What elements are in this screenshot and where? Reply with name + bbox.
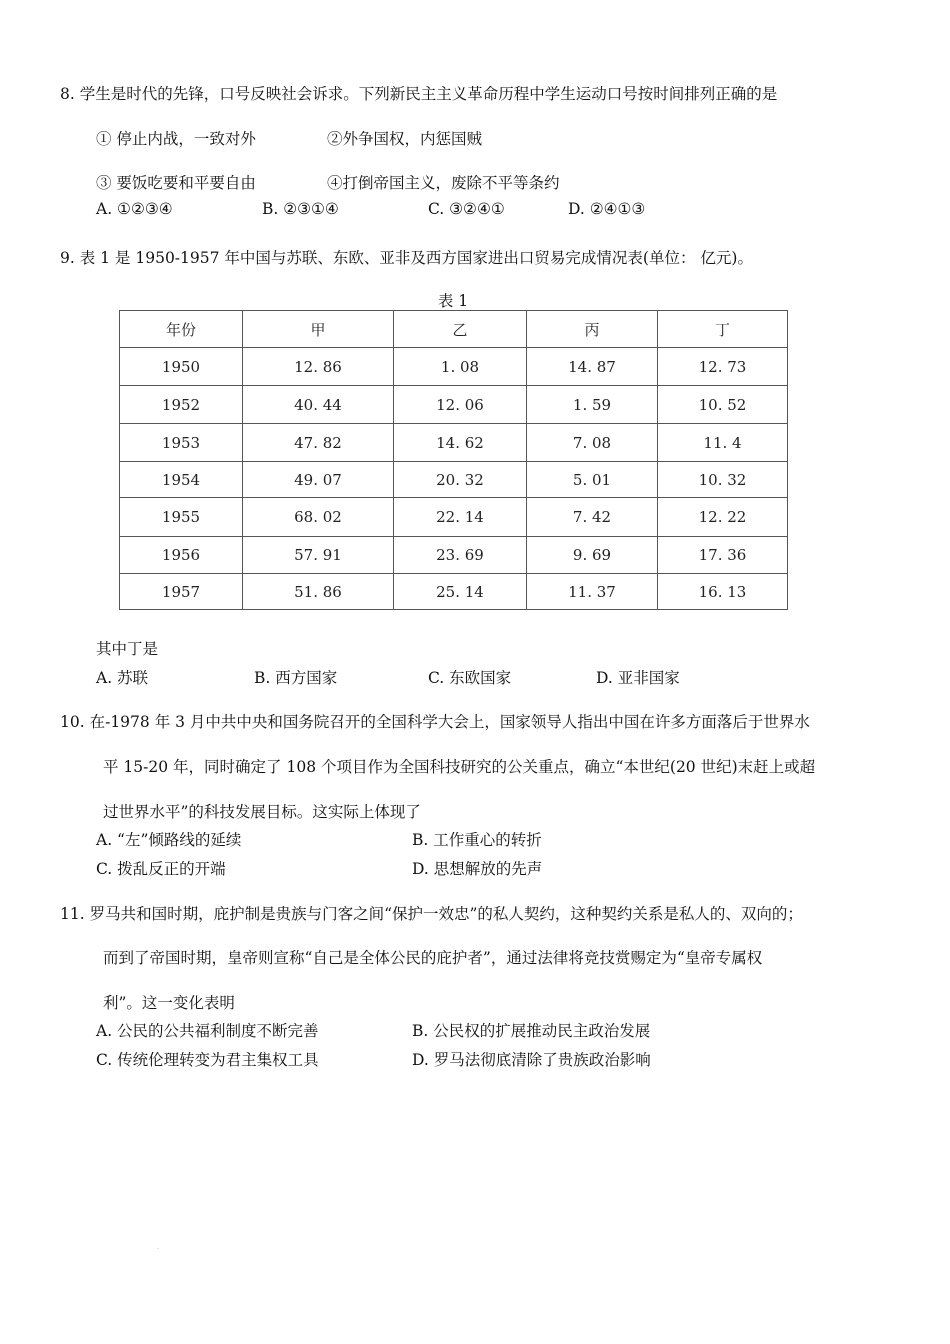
table-cell: 1957: [120, 574, 243, 610]
table-cell: 1. 08: [394, 348, 527, 386]
table-cell: 14. 62: [394, 424, 527, 462]
q8-option-b[interactable]: B. ②③①④: [262, 200, 339, 218]
q8-item-3: ③ 要饭吃要和平要自由: [96, 174, 256, 192]
table-row: [120, 348, 788, 386]
header-cell: 乙: [394, 311, 527, 348]
table-cell: 1954: [120, 462, 243, 498]
q10-option-a[interactable]: A. “左”倾路线的延续: [96, 831, 242, 849]
table-cell: 10. 52: [658, 386, 788, 424]
q9-option-b[interactable]: B. 西方国家: [254, 669, 338, 687]
q10-line-1: 10. 在-1978 年 3 月中共中央和国务院召开的全国科学大会上，国家领导人指出中国在许多方面落后于世界水: [60, 713, 810, 731]
table-cell: 17. 36: [658, 537, 788, 574]
q9-option-c[interactable]: C. 东欧国家: [428, 669, 512, 687]
table-cell: 16. 13: [658, 574, 788, 610]
q9-question: 其中丁是: [96, 640, 159, 658]
table-row: [120, 386, 788, 424]
table-cell: 20. 32: [394, 462, 527, 498]
table-cell: 12. 06: [394, 386, 527, 424]
table-cell: 12. 73: [658, 348, 788, 386]
table-cell: 68. 02: [243, 498, 394, 537]
q11-option-a[interactable]: A. 公民的公共福利制度不断完善: [96, 1022, 319, 1040]
table-cell: 25. 14: [394, 574, 527, 610]
table-cell: 23. 69: [394, 537, 527, 574]
table-cell: 7. 08: [527, 424, 658, 462]
table-cell: 1955: [120, 498, 243, 537]
table-cell: 11. 37: [527, 574, 658, 610]
header-cell: 丁: [658, 311, 788, 348]
table-cell: 1950: [120, 348, 243, 386]
q8-item-4: ④打倒帝国主义，废除不平等条约: [327, 174, 560, 192]
table-cell: 14. 87: [527, 348, 658, 386]
q10-option-d[interactable]: D. 思想解放的先声: [412, 860, 543, 878]
q8-item-1: ① 停止内战，一致对外: [96, 130, 256, 148]
table-cell: 49. 07: [243, 462, 394, 498]
table-cell: 51. 86: [243, 574, 394, 610]
table-cell: 1952: [120, 386, 243, 424]
q8-option-a[interactable]: A. ①②③④: [96, 200, 173, 218]
table-header-row: [120, 311, 788, 348]
q11-line-3: 利”。这一变化表明: [103, 994, 235, 1012]
header-cell: 年份: [120, 311, 243, 348]
q8-item-2: ②外争国权，内惩国贼: [327, 130, 483, 148]
table-row: [120, 498, 788, 537]
q11-option-b[interactable]: B. 公民权的扩展推动民主政治发展: [412, 1022, 651, 1040]
table-row: [120, 574, 788, 610]
q10-line-2: 平 15-20 年，同时确定了 108 个项目作为全国科技研究的公关重点，确立“本世纪(20 世纪)末赶上或超: [103, 758, 816, 776]
table-cell: 12. 86: [243, 348, 394, 386]
table-cell: 12. 22: [658, 498, 788, 537]
table-cell: 22. 14: [394, 498, 527, 537]
q8-option-d[interactable]: D. ②④①③: [568, 200, 646, 218]
table-row: [120, 537, 788, 574]
q11-option-c[interactable]: C. 传统伦理转变为君主集权工具: [96, 1051, 319, 1069]
q9-option-d[interactable]: D. 亚非国家: [596, 669, 680, 687]
table-cell: 10. 32: [658, 462, 788, 498]
table-cell: 9. 69: [527, 537, 658, 574]
q8-stem: 8. 学生是时代的先锋，口号反映社会诉求。下列新民主主义革命历程中学生运动口号按时间排列正确的是: [60, 85, 778, 103]
q11-line-2: 而到了帝国时期，皇帝则宣称“自己是全体公民的庇护者”，通过法律将竞技赏赐定为“皇帝专属权: [103, 949, 763, 967]
q8-option-c[interactable]: C. ③②④①: [428, 200, 505, 218]
trade-table: [119, 310, 788, 610]
table-cell: 47. 82: [243, 424, 394, 462]
q10-option-b[interactable]: B. 工作重心的转折: [412, 831, 542, 849]
q9-stem: 9. 表 1 是 1950-1957 年中国与苏联、东欧、亚非及西方国家进出口贸易完成情况表(单位： 亿元)。: [60, 249, 753, 267]
header-cell: 甲: [243, 311, 394, 348]
q11-option-d[interactable]: D. 罗马法彻底清除了贵族政治影响: [412, 1051, 651, 1069]
table-row: [120, 462, 788, 498]
table-caption: 表 1: [437, 292, 469, 310]
table-cell: 1953: [120, 424, 243, 462]
page-speck: ·: [157, 1246, 159, 1253]
table-cell: 57. 91: [243, 537, 394, 574]
table-cell: 11. 4: [658, 424, 788, 462]
q9-option-a[interactable]: A. 苏联: [96, 669, 149, 687]
q10-line-3: 过世界水平”的科技发展目标。这实际上体现了: [103, 803, 421, 821]
header-cell: 丙: [527, 311, 658, 348]
table-cell: 7. 42: [527, 498, 658, 537]
table-row: [120, 424, 788, 462]
q11-line-1: 11. 罗马共和国时期，庇护制是贵族与门客之间“保护一效忠”的私人契约，这种契约关系是私人的、双向的；: [60, 905, 803, 923]
table-cell: 5. 01: [527, 462, 658, 498]
table-cell: 1956: [120, 537, 243, 574]
table-cell: 1. 59: [527, 386, 658, 424]
table-cell: 40. 44: [243, 386, 394, 424]
q10-option-c[interactable]: C. 拨乱反正的开端: [96, 860, 226, 878]
